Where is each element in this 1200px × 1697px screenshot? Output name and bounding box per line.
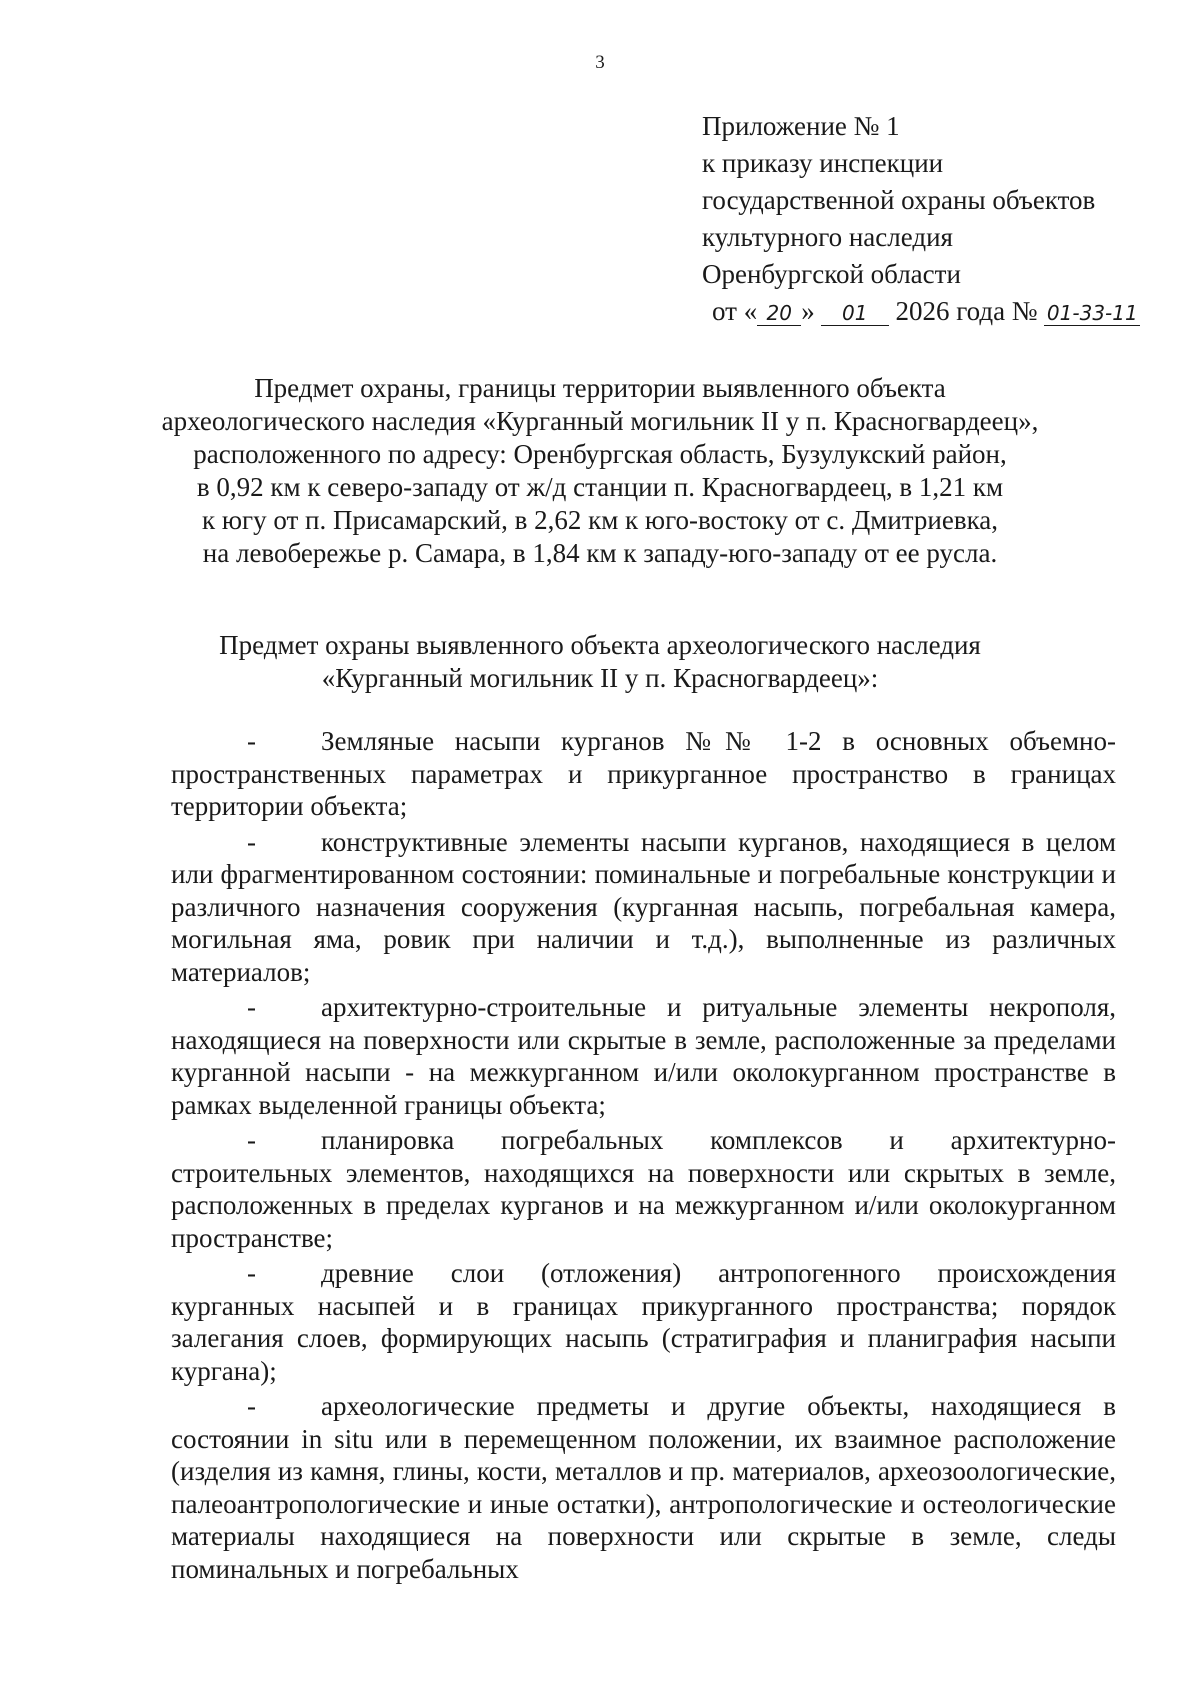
page-number: 3: [595, 52, 605, 73]
list-dash: -: [247, 826, 256, 857]
list-item: [171, 826, 1116, 989]
order-date-line: [702, 293, 1140, 330]
heading-line: археологического наследия «Курганный могильник II у п. Красногвардеец»,: [161, 406, 1039, 436]
list-item: [171, 725, 1116, 823]
list-item-text: Земляные насыпи курганов №№ 1-2 в основных объемно-пространственных параметрах и прикурганное пространство в границах территории объекта;: [171, 726, 1116, 821]
appendix-line: к приказу инспекции: [702, 148, 944, 178]
list-item-text: конструктивные элементы насыпи курганов, находящиеся в целом или фрагментированном состоянии: поминальные и погребальные конструкции и различного назначения сооружения (курганная насыпь, погребальная камера, могильная яма, ровик при наличии и т.д.), выполненные из различных материалов;: [171, 826, 1116, 987]
document-heading: [100, 372, 1100, 570]
list-item: [171, 1124, 1116, 1254]
list-item-text: архитектурно-строительные и ритуальные элементы некрополя, находящиеся на поверхности или скрытые в земле, расположенные за пределами курганной насыпи - на межкурганном и/или околокурганном пространстве в рамках выделенной границы объекта;: [171, 992, 1116, 1120]
appendix-line: Оренбургской области: [702, 259, 961, 289]
heading-line: Предмет охраны, границы территории выявленного объекта: [254, 373, 946, 403]
list-item: [171, 991, 1116, 1121]
heading-line: расположенного по адресу: Оренбургская область, Бузулукский район,: [193, 439, 1007, 469]
appendix-line: культурного наследия: [702, 222, 953, 252]
list-dash: -: [247, 726, 256, 756]
appendix-block: [702, 108, 1140, 330]
subheading-line: «Курганный могильник II у п. Красногвардеец»:: [321, 663, 879, 693]
heading-line: к югу от п. Присамарский, в 2,62 км к юго-востоку от с. Дмитриевка,: [201, 505, 999, 535]
subheading-line: Предмет охраны выявленного объекта археологического наследия: [219, 630, 981, 660]
list-item: [171, 1390, 1116, 1585]
list-dash: -: [247, 992, 256, 1022]
list-item: [171, 1257, 1116, 1387]
date-quote-close: »: [801, 296, 815, 326]
heading-line: в 0,92 км к северо-западу от ж/д станции п. Красногвардеец, в 1,21 км: [196, 472, 1004, 502]
appendix-line: государственной охраны объектов: [702, 185, 1096, 215]
list-item-text: планировка погребальных комплексов и архитектурно-строительных элементов, находящихся на поверхности или скрытых в земле, расположенных в пределах курганов и на межкурганном и/или околокурганном пространстве;: [171, 1125, 1116, 1253]
list-item-text: археологические предметы и другие объекты, находящиеся в состоянии in situ или в перемещенном положении, их взаимное расположение (изделия из камня, глины, кости, металлов и пр. материалов, археозоологические, палеоантропологические и иные остатки), антропологические и остеологические материалы находящиеся на поверхности или скрытые в земле, следы поминальных и погребальных: [171, 1391, 1116, 1584]
list-item-text: древние слои (отложения) антропогенного происхождения курганных насыпей и в границах прикурганного пространства; порядок залегания слоев, формирующих насыпь (стратиграфия и планиграфия насыпи кургана);: [171, 1258, 1116, 1386]
date-prefix: от «: [712, 296, 758, 326]
heading-line: на левобережье р. Самара, в 1,84 км к западу-юго-западу от ее русла.: [202, 538, 998, 568]
protection-items-list: [171, 725, 1116, 1588]
appendix-title: Приложение № 1: [702, 111, 900, 141]
list-dash: -: [247, 1391, 256, 1421]
date-year: 2026 года №: [895, 296, 1038, 326]
section-subheading: [100, 629, 1100, 695]
handwritten-month: 01: [821, 301, 889, 326]
handwritten-order-number: 01-33-11: [1044, 301, 1140, 326]
list-dash: -: [247, 1258, 256, 1288]
handwritten-day: 20: [757, 301, 801, 326]
list-dash: -: [247, 1125, 256, 1155]
